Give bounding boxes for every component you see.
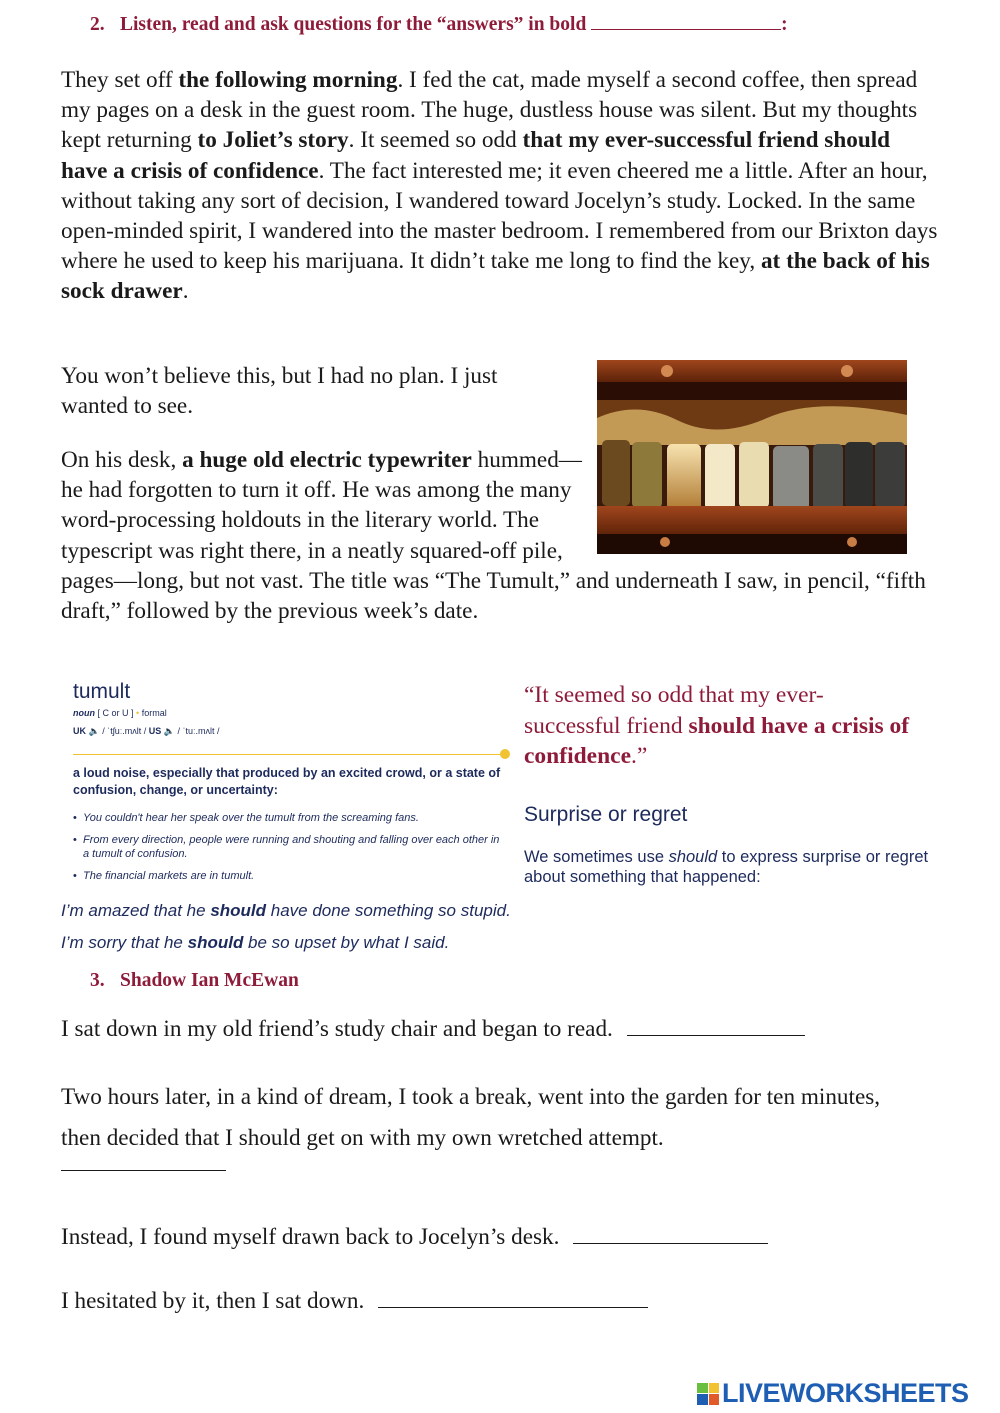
bold-answer: the following morning bbox=[178, 67, 398, 93]
liveworksheets-logo bbox=[697, 1378, 969, 1409]
sock-drawer-photo bbox=[597, 360, 907, 554]
shadow-line-2: Two hours later, in a kind of dream, I took a break, went into the garden for ten minutes, then decided that I should get on with my own wretched attempt. bbox=[61, 1084, 881, 1151]
answer-blank[interactable] bbox=[61, 1170, 226, 1171]
section-title: Shadow Ian McEwan bbox=[120, 970, 299, 991]
shadow-line-3: Instead, I found myself drawn back to Jocelyn’s desk. bbox=[61, 1222, 768, 1252]
speaker-icon[interactable]: 🔈 bbox=[163, 726, 176, 736]
bold-answer: at the back of his sock drawer bbox=[61, 248, 930, 305]
bold-answer: to Joliet’s story bbox=[197, 127, 349, 154]
answer-blank[interactable] bbox=[627, 1017, 805, 1036]
story-paragraph-2: You won’t believe this, but I had no plan. I just wanted to see. bbox=[61, 363, 498, 420]
expand-dot-icon[interactable] bbox=[500, 749, 510, 759]
dictionary-grammar: noun [ C or U ] • formal bbox=[73, 708, 167, 718]
logo-badge-icon bbox=[697, 1383, 719, 1405]
story-paragraph-3: On his desk, a huge old electric typewriter hummed—he had forgotten to turn it off. He was among the many word-processing holdouts in the literary world. The typescript was right there, in a neatly squared-off pile, bbox=[61, 447, 582, 564]
sock-drawer-illustration bbox=[597, 360, 907, 554]
grammar-note-text: We sometimes use should to express surprise or regret about something that happened: bbox=[524, 848, 929, 886]
dictionary-definition: a loud noise, especially that produced by an excited crowd, or a state of confusion, change, or uncertainty: bbox=[73, 766, 501, 797]
dictionary-divider bbox=[73, 751, 513, 757]
answer-blank[interactable] bbox=[591, 17, 781, 30]
bold-answer: that my ever-successful friend should have a crisis of confidence bbox=[61, 127, 891, 184]
shadow-line-1: I sat down in my old friend’s study chair and began to read. bbox=[61, 1014, 805, 1044]
quote-box: “It seemed so odd that my ever-successful friend should have a crisis of confidence.” bbox=[524, 682, 910, 769]
section-2-heading: 2. Listen, read and ask questions for the “answers” in bold : bbox=[90, 14, 788, 35]
dictionary-headword: tumult bbox=[73, 680, 131, 703]
section-3-heading bbox=[90, 970, 299, 992]
section-number: 2. bbox=[90, 14, 105, 35]
story-paragraph-1: They set off the following morning. I fed the cat, made myself a second coffee, then spread my pages on a desk in the guest room. The huge, dustless house was silent. But my thoughts kept returning to Joliet’s story. It seemed so odd that my ever-successful friend should have a crisis of confidence. The fact interested me; it even cheered me a little. After an hour, without taking any sort of decision, I wandered toward Jocelyn’s study. Locked. In the same open-minded spirit, I wandered into the master bedroom. I remembered from our Brixton days where he used to keep his marijuana. It didn’t take me long to find the key, at the back of his sock drawer. bbox=[61, 67, 938, 305]
logo-text: LIVEWORKSHEETS bbox=[722, 1378, 969, 1408]
grammar-example-2: I’m sorry that he should be so upset by what I said. bbox=[61, 933, 450, 952]
dictionary-pronunciation: UK 🔈 / ˈtʃuː.mʌlt / US 🔈 / ˈtuː.mʌlt / bbox=[73, 726, 220, 736]
bold-answer: a huge old electric typewriter bbox=[182, 447, 472, 473]
shadow-line-4: I hesitated by it, then I sat down. bbox=[61, 1286, 648, 1316]
story-paragraph-3-continued: pages—long, but not vast. The title was “The Tumult,” and underneath I saw, in pencil, “fifth draft,” followed by the previous week’s date. bbox=[61, 568, 926, 625]
grammar-example-1: I’m amazed that he should have done something so stupid. bbox=[61, 901, 511, 920]
dictionary-entry bbox=[73, 680, 513, 883]
dictionary-example: • The financial markets are in tumult. bbox=[73, 869, 513, 883]
dictionary-example: • From every direction, people were running and shouting and falling over each other in a tumult of confusion. bbox=[73, 833, 503, 861]
answer-blank[interactable] bbox=[378, 1289, 648, 1308]
section-title: Listen, read and ask questions for the “answers” in bold bbox=[120, 14, 587, 35]
dictionary-example: • You couldn't hear her speak over the tumult from the screaming fans. bbox=[73, 811, 513, 825]
grammar-note-title: Surprise or regret bbox=[524, 803, 688, 826]
speaker-icon[interactable]: 🔈 bbox=[88, 726, 100, 736]
section-number: 3. bbox=[90, 970, 105, 991]
answer-blank[interactable] bbox=[573, 1225, 768, 1244]
